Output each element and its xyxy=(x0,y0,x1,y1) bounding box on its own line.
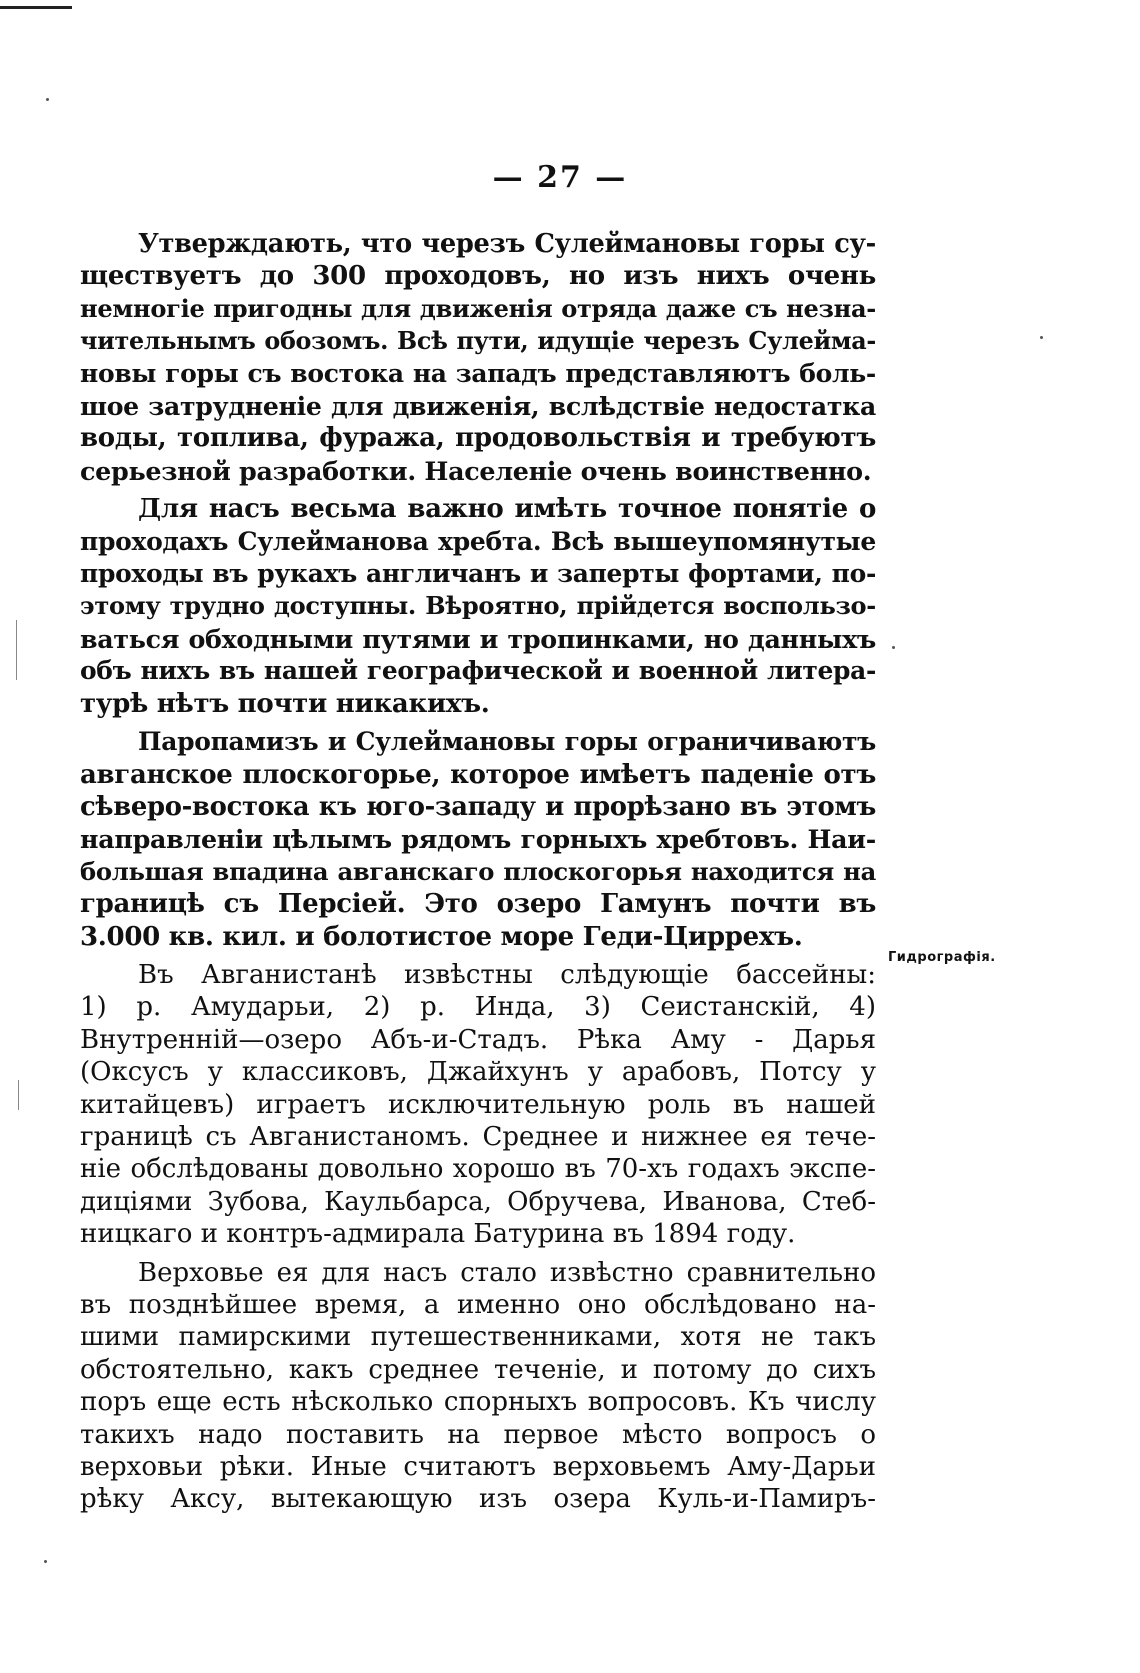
text-line: 1) р. Амударьи, 2) р. Инда, 3) Сеистанскій, 4) xyxy=(80,992,876,1023)
paragraph xyxy=(80,726,876,953)
text-line: Утверждають, что черезъ Сулеймановы горы су- xyxy=(138,229,876,259)
text-line: ваться обходными путями и тропинками, но данныхъ xyxy=(80,623,876,654)
text-line: проходахъ Сулейманова хребта. Всѣ вышеупомянутые xyxy=(80,526,876,556)
text-line: ществуетъ до 300 проходовъ, но изъ нихъ очень xyxy=(80,261,876,292)
text-line: проходы въ рукахъ англичанъ и заперты фортами, по- xyxy=(80,559,876,589)
text-line: шими памирскими путешественниками, хотя не такъ xyxy=(80,1322,876,1353)
paragraph xyxy=(80,1257,876,1516)
text-line: большая впадина авганскаго плоскогорья находится на xyxy=(80,856,876,886)
scan-speck xyxy=(892,646,895,649)
page-number: — 27 — xyxy=(492,160,628,195)
text-line: чительнымъ обозомъ. Всѣ пути, идущіе черезъ Сулейма- xyxy=(80,327,876,356)
text-line: авганское плоскогорье, которое имѣетъ паденіе отъ xyxy=(80,759,876,790)
scan-speck xyxy=(1040,336,1043,339)
text-line: ніе обслѣдованы довольно хорошо въ 70-хъ годахъ экспе- xyxy=(80,1154,876,1185)
paragraph xyxy=(80,228,876,487)
scan-edge-mark xyxy=(18,1080,19,1110)
text-line: поръ еще есть нѣсколько спорныхъ вопросовъ. Къ числу xyxy=(80,1387,876,1418)
text-line: Верховье ея для насъ стало извѣстно сравнительно xyxy=(138,1257,876,1288)
text-line: границѣ съ Авганистаномъ. Среднее и нижнее ея тече- xyxy=(80,1121,876,1152)
body-text xyxy=(80,228,876,1516)
margin-note-hydrography: Гидрографія. xyxy=(888,950,996,965)
text-line: рѣку Аксу, вытекающую изъ озера Куль-и-Памиръ- xyxy=(80,1484,876,1515)
text-line: ницкаго и контръ-адмирала Батурина въ 1894 году. xyxy=(80,1219,796,1250)
scan-corner-rule xyxy=(0,6,72,9)
text-line: Для насъ весьма важно имѣть точное понятіе о xyxy=(138,494,876,525)
scan-speck xyxy=(46,98,49,101)
text-line: границѣ съ Персіей. Это озеро Гамунъ почти въ xyxy=(80,889,876,920)
text-line: воды, топлива, фуража, продовольствія и требуютъ xyxy=(80,423,876,454)
text-line: такихъ надо поставить на первое мѣсто вопросъ о xyxy=(80,1419,876,1450)
text-line: верховьи рѣки. Иные считаютъ верховьемъ Аму-Дарьи xyxy=(80,1452,876,1483)
text-line: въ позднѣйшее время, а именно оно обслѣдовано на- xyxy=(80,1290,876,1320)
text-line: турѣ нѣтъ почти никакихъ. xyxy=(80,688,490,719)
text-line: шое затрудненіе для движенія, вслѣдствіе недостатка xyxy=(80,391,876,422)
text-line: направленіи цѣлымъ рядомъ горныхъ хребтовъ. Наи- xyxy=(80,824,876,855)
text-line: объ нихъ въ нашей географической и военной литера- xyxy=(80,656,876,686)
text-line: Внутренній—озеро Абъ-и-Стадъ. Рѣка Аму - Дарья xyxy=(80,1024,876,1055)
scan-speck xyxy=(44,1560,47,1563)
text-line: сѣверо-востока къ юго-западу и прорѣзано въ этомъ xyxy=(80,791,876,822)
text-line: этому трудно доступны. Вѣроятно, прійдется воспользо- xyxy=(80,591,876,621)
paragraph xyxy=(80,959,876,1251)
text-line: обстоятельно, какъ среднее теченіе, и потому до сихъ xyxy=(80,1354,876,1385)
text-line: диціями Зубова, Каульбарса, Обручева, Иванова, Стеб- xyxy=(80,1186,876,1217)
text-line: немногіе пригодны для движенія отряда даже съ незна- xyxy=(80,293,876,323)
text-line: 3.000 кв. кил. и болотистое море Геди-Циррехъ. xyxy=(80,921,803,952)
text-line: новы горы съ востока на западъ представляютъ боль- xyxy=(80,358,876,388)
paragraph xyxy=(80,493,876,720)
text-line: серьезной разработки. Населеніе очень воинственно. xyxy=(80,455,872,486)
text-line: Паропамизъ и Сулеймановы горы ограничиваютъ xyxy=(138,727,876,757)
text-line: китайцевъ) играетъ исключительную роль въ нашей xyxy=(80,1089,876,1120)
text-line: (Оксусъ у классиковъ, Джайхунъ у арабовъ, Потсу у xyxy=(80,1057,876,1088)
text-line: Въ Авганистанѣ извѣстны слѣдующіе бассейны: xyxy=(138,959,876,990)
scan-edge-mark xyxy=(16,620,17,680)
